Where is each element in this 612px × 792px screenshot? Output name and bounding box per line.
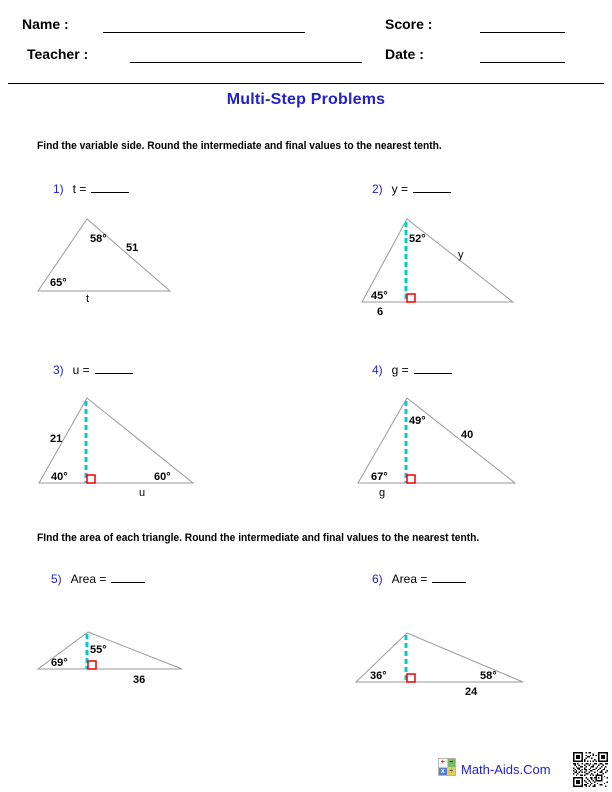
date-blank-line[interactable] [480,46,565,63]
name-blank-line[interactable] [103,16,305,33]
problem-6-number: 6) [372,572,383,586]
triangle-4-apex-angle: 49° [409,415,426,427]
problem-6-answer-blank[interactable] [432,570,466,583]
triangle-5-left-angle: 69° [51,657,68,669]
problem-4-number: 4) [372,363,383,377]
worksheet-title: Multi-Step Problems [226,91,386,108]
problem-1-prompt: t = [72,182,87,196]
triangle-6-left-angle: 36° [370,670,387,682]
triangle-1-base-label: t [86,293,90,305]
problem-4-header [372,361,452,377]
right-angle-mark [88,661,96,669]
right-angle-mark [407,674,415,682]
date-label: Date : [385,46,424,62]
triangle-6-base-label: 24 [465,686,478,698]
triangle-3-left-angle: 40° [51,471,68,483]
problem-5-number: 5) [51,572,62,586]
name-label: Name : [22,16,69,32]
logo-times-cell: x [440,767,445,775]
triangle-1-apex-angle: 58° [90,233,107,245]
problem-3-answer-blank[interactable] [95,361,133,374]
triangle-4-right-side: 40 [461,429,474,441]
triangle-3-base-label: u [139,487,146,499]
section2-instruction: FInd the area of each triangle. Round the intermediate and final values to the nearest tenth. [37,532,480,544]
problem-6-prompt: Area = [391,572,428,586]
triangle-3-right-angle: 60° [154,471,171,483]
problem-5-header [51,570,145,586]
problem-5-answer-blank[interactable] [111,570,145,583]
problem-1-header [53,180,129,196]
problem-2-answer-blank[interactable] [413,180,451,193]
problem-3-prompt: u = [72,363,90,377]
section1-instruction: Find the variable side. Round the intermediate and final values to the nearest tenth. [37,140,442,152]
problem-2-prompt: y = [391,182,409,196]
logo-divide-cell: ÷ [449,767,454,775]
logo-plus-cell: + [440,759,445,766]
math-aids-link[interactable]: Math-Aids.Com [461,762,551,777]
problem-3-number: 3) [53,363,64,377]
triangle-3-left-side: 21 [50,433,63,445]
qr-code [573,752,608,787]
score-blank-line[interactable] [480,16,565,33]
score-label: Score : [385,16,433,32]
problem-4-prompt: g = [391,363,409,377]
triangle-2-right-side: y [458,249,464,261]
problem-6-header [372,570,466,586]
triangle-2-apex-angle: 52° [409,233,426,245]
problem-2-header [372,180,451,196]
triangle-5-apex-angle: 55° [90,644,107,656]
triangle-4-base-label: g [379,487,386,499]
problem-2-number: 2) [372,182,383,196]
triangle-1-left-angle: 65° [50,277,67,289]
problem-5-prompt: Area = [70,572,107,586]
logo-minus-cell: − [449,759,454,766]
triangle-5-base-label: 36 [133,674,146,686]
problem-3-header [53,361,133,377]
right-angle-mark [87,475,95,483]
header-divider [8,83,604,84]
triangle-4-left-angle: 67° [371,471,388,483]
triangle-2-base-label: 6 [377,306,384,318]
triangle-6-right-angle: 58° [480,670,497,682]
triangle-2-left-angle: 45° [371,290,388,302]
problem-4-answer-blank[interactable] [414,361,452,374]
problem-1-answer-blank[interactable] [91,180,129,193]
teacher-label: Teacher : [27,46,89,62]
right-angle-mark [407,475,415,483]
right-angle-mark [407,294,415,302]
problem-1-number: 1) [53,182,64,196]
teacher-blank-line[interactable] [130,46,362,63]
math-aids-logo-icon [438,758,456,776]
triangle-1-right-side: 51 [126,242,139,254]
